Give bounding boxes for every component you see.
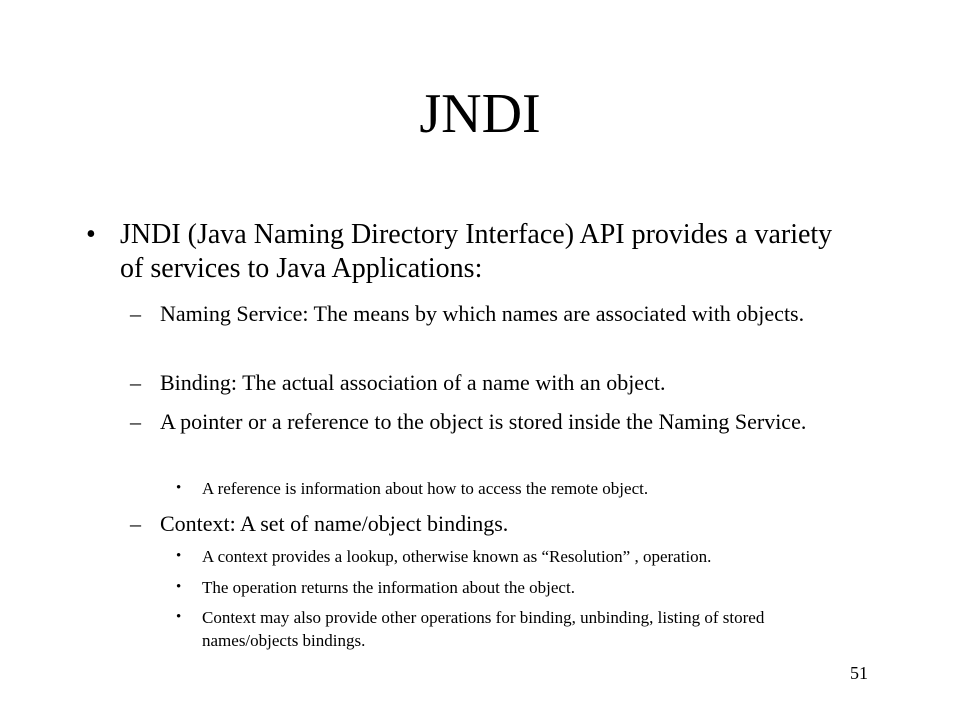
bullet-marker: • <box>176 609 182 625</box>
dash-marker: – <box>130 409 141 434</box>
slide-title: JNDI <box>419 83 541 145</box>
dash-marker: – <box>130 511 141 536</box>
list-item <box>176 606 860 652</box>
bullet-marker: • <box>176 548 182 564</box>
list-item-text: A reference is information about how to access the remote object. <box>202 479 649 498</box>
dash-marker: – <box>130 301 141 326</box>
list-item <box>130 406 858 437</box>
bullet-marker: • <box>176 480 182 496</box>
list-item-text: Naming Service: The means by which names are associated with objects. <box>160 301 805 326</box>
list-item-text: The operation returns the information about the object. <box>202 578 575 597</box>
list-item-text: A context provides a lookup, otherwise known as “Resolution” , operation. <box>202 547 712 566</box>
dash-marker: – <box>130 370 141 395</box>
bullet-marker: • <box>86 219 96 250</box>
list-item <box>176 477 860 500</box>
list-item <box>130 508 858 539</box>
list-item-text: Context may also provide other operations for binding, unbinding, listing of stored names/objects bindings. <box>202 608 765 650</box>
list-item <box>86 218 856 286</box>
list-item-text: A pointer or a reference to the object is stored inside the Naming Service. <box>160 409 807 434</box>
page-number: 51 <box>850 663 868 683</box>
list-item <box>176 576 860 599</box>
list-item <box>176 545 860 568</box>
list-item <box>130 298 858 329</box>
list-item-text: Binding: The actual association of a name with an object. <box>160 370 666 395</box>
list-item-text: JNDI (Java Naming Directory Interface) API provides a variety of services to Java Applications: <box>120 219 833 284</box>
list-item-text: Context: A set of name/object bindings. <box>160 511 509 536</box>
list-item <box>130 367 858 398</box>
bullet-marker: • <box>176 579 182 595</box>
